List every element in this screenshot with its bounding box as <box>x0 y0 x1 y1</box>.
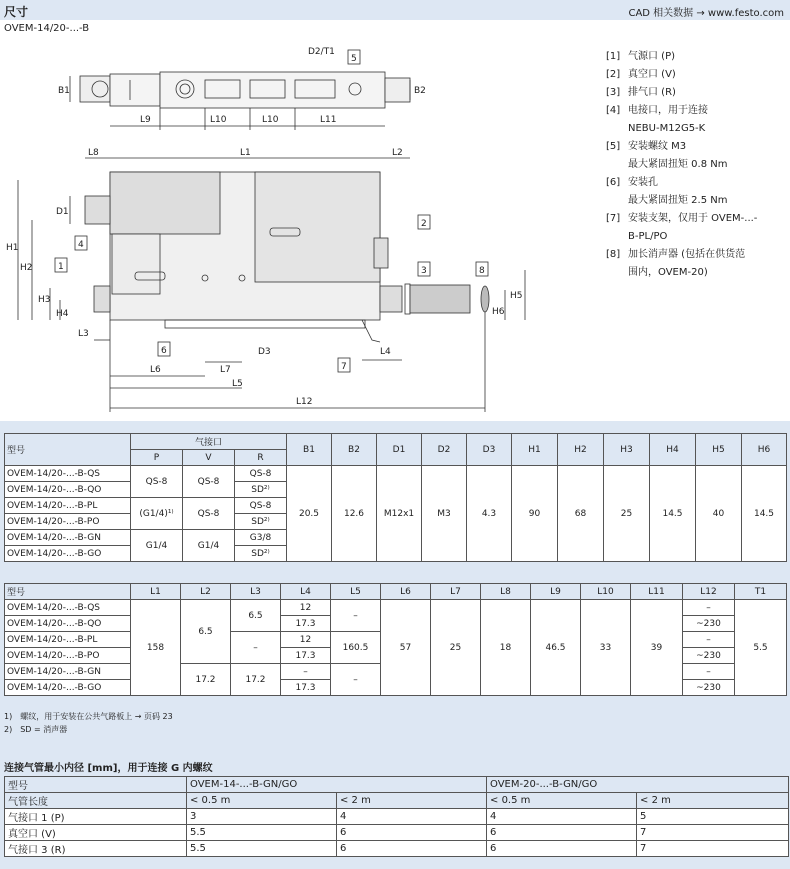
table-row: OVEM-14/20-...-B-QS QS-8 QS-8 QS-8 20.5 12.6 M12x1 M3 4.3 90 68 25 14.5 40 14.5 <box>5 466 787 482</box>
table-row: 真空口 (V) 5.5 6 6 7 <box>5 825 789 841</box>
callout-7: 7 <box>341 362 347 372</box>
table-row: OVEM-14/20-...-B-PL (G1/4)¹⁾ QS-8 QS-8 <box>5 498 787 514</box>
dim-L3: L3 <box>78 329 89 339</box>
header-col: B2 <box>332 434 377 466</box>
legend-item: [1] 气源口 (P) <box>606 51 676 62</box>
header-col: L6 <box>381 584 431 600</box>
dimensions-table-2 <box>4 583 787 696</box>
top-view <box>80 72 410 108</box>
table-row: OVEM-14/20-...-B-PL – 12 160.5 – <box>5 632 787 648</box>
header-col: L9 <box>531 584 581 600</box>
table-row: OVEM-14/20-...-B-PO SD²⁾ <box>5 514 787 530</box>
table-row: OVEM-14/20-...-B-GN G1/4 G1/4 G3/8 <box>5 530 787 546</box>
table-row: 气接口 3 (R) 5.5 6 6 7 <box>5 841 789 857</box>
tubing-table <box>4 776 789 857</box>
dim-H1: H1 <box>6 243 19 253</box>
header-col: H2 <box>558 434 604 466</box>
header-col: H6 <box>742 434 787 466</box>
header-type: 型号 <box>5 434 131 466</box>
dim-L8: L8 <box>88 148 99 158</box>
legend-item: [5] 安装螺纹 M3 <box>606 141 687 152</box>
header-col: L10 <box>581 584 631 600</box>
legend-item-cont: 围内，OVEM-20) <box>628 267 708 278</box>
section-title: 尺寸 <box>4 5 29 19</box>
section-header <box>0 0 790 20</box>
dim-L2: L2 <box>392 148 403 158</box>
header-col: L8 <box>481 584 531 600</box>
legend-item: [3] 排气口 (R) <box>606 87 676 98</box>
cad-link[interactable]: CAD 相关数据 → www.festo.com <box>628 8 784 19</box>
callout-6: 6 <box>161 346 167 356</box>
legend-item: [4] 电接口，用于连接 <box>606 105 708 116</box>
callout-4: 4 <box>78 240 84 250</box>
header-col: H3 <box>604 434 650 466</box>
header-col: L11 <box>631 584 683 600</box>
dim-L7: L7 <box>220 365 231 375</box>
legend-item: [6] 安装孔 <box>606 177 658 188</box>
dim-L4: L4 <box>380 347 391 357</box>
header-col: H5 <box>696 434 742 466</box>
header-col: D2 <box>422 434 467 466</box>
dim-L10b: L10 <box>262 115 279 125</box>
header-col: H4 <box>650 434 696 466</box>
header-col: L12 <box>683 584 735 600</box>
table-row: 气接口 1 (P) 3 4 4 5 <box>5 809 789 825</box>
header-col: L4 <box>281 584 331 600</box>
dim-L1: L1 <box>240 148 251 158</box>
legend-item: [2] 真空口 (V) <box>606 69 676 80</box>
legend-item-cont: NEBU-M12G5-K <box>628 123 706 134</box>
dim-H4: H4 <box>56 309 69 319</box>
table-row: OVEM-14/20-...-B-QO SD²⁾ <box>5 482 787 498</box>
legend <box>606 48 790 282</box>
dimensions-table-1 <box>4 433 787 562</box>
header-ports: 气接口 <box>131 434 287 450</box>
dim-L5: L5 <box>232 379 243 389</box>
table-row: OVEM-14/20-...-B-GN 17.2 17.2 – – – <box>5 664 787 680</box>
header-col: L1 <box>131 584 181 600</box>
header-col: D3 <box>467 434 512 466</box>
legend-item: [7] 安装支架，仅用于 OVEM-...- <box>606 213 758 224</box>
header-col: H1 <box>512 434 558 466</box>
front-view <box>85 172 489 342</box>
header-col: L5 <box>331 584 381 600</box>
table-header-row: 型号 OVEM-14-...-B-GN/GO OVEM-20-...-B-GN/GO <box>5 777 789 793</box>
dim-L6: L6 <box>150 365 161 375</box>
callout-1: 1 <box>58 262 64 272</box>
dim-D3: D3 <box>258 347 271 357</box>
header-r: R <box>235 450 287 466</box>
dim-H6: H6 <box>492 307 505 317</box>
header-p: P <box>131 450 183 466</box>
product-subtitle: OVEM-14/20-...-B <box>4 23 90 34</box>
header-col: L3 <box>231 584 281 600</box>
callout-3: 3 <box>421 266 427 276</box>
header-col: L2 <box>181 584 231 600</box>
table-row: OVEM-14/20-...-B-QO 17.3 ~230 <box>5 616 787 632</box>
dim-L9: L9 <box>140 115 151 125</box>
footnote-2: 2) SD = 消声器 <box>4 725 68 734</box>
table-row: OVEM-14/20-...-B-GO 17.3 ~230 <box>5 680 787 696</box>
table-row: OVEM-14/20-...-B-GO SD²⁾ <box>5 546 787 562</box>
dim-B2: B2 <box>414 86 426 96</box>
callout-2: 2 <box>421 219 427 229</box>
dimension-drawing <box>0 36 600 420</box>
header-type: 型号 <box>5 584 131 600</box>
header-col: L7 <box>431 584 481 600</box>
header-col: D1 <box>377 434 422 466</box>
dim-L12: L12 <box>296 397 313 407</box>
dim-D1: D1 <box>56 207 69 217</box>
dim-H3: H3 <box>38 295 51 305</box>
dim-H2: H2 <box>20 263 33 273</box>
dim-L11: L11 <box>320 115 337 125</box>
header-v: V <box>183 450 235 466</box>
table-row: OVEM-14/20-...-B-PO 17.3 ~230 <box>5 648 787 664</box>
legend-item: [8] 加长消声器 (包括在供货范 <box>606 249 746 260</box>
dim-L10a: L10 <box>210 115 227 125</box>
dim-H5: H5 <box>510 291 523 301</box>
dim-B1: B1 <box>58 86 70 96</box>
tubing-table-title: 连接气管最小内径 [mm]，用于连接 G 内螺纹 <box>4 763 213 774</box>
footnote-1: 1) 螺纹，用于安装在公共气路板上 → 页码 23 <box>4 712 173 721</box>
callout-8: 8 <box>479 266 485 276</box>
table-row: OVEM-14/20-...-B-QS 158 6.5 6.5 12 – 57 25 18 46.5 33 39 – 5.5 <box>5 600 787 616</box>
callout-5: 5 <box>351 54 357 64</box>
legend-item-cont: 最大紧固扭矩 0.8 Nm <box>628 159 728 170</box>
header-col: T1 <box>735 584 787 600</box>
legend-item-cont: 最大紧固扭矩 2.5 Nm <box>628 195 728 206</box>
dim-D2T1: D2/T1 <box>308 47 335 57</box>
table-header-row: 气管长度 < 0.5 m < 2 m < 0.5 m < 2 m <box>5 793 789 809</box>
header-col: B1 <box>287 434 332 466</box>
legend-item-cont: B-PL/PO <box>628 231 668 242</box>
